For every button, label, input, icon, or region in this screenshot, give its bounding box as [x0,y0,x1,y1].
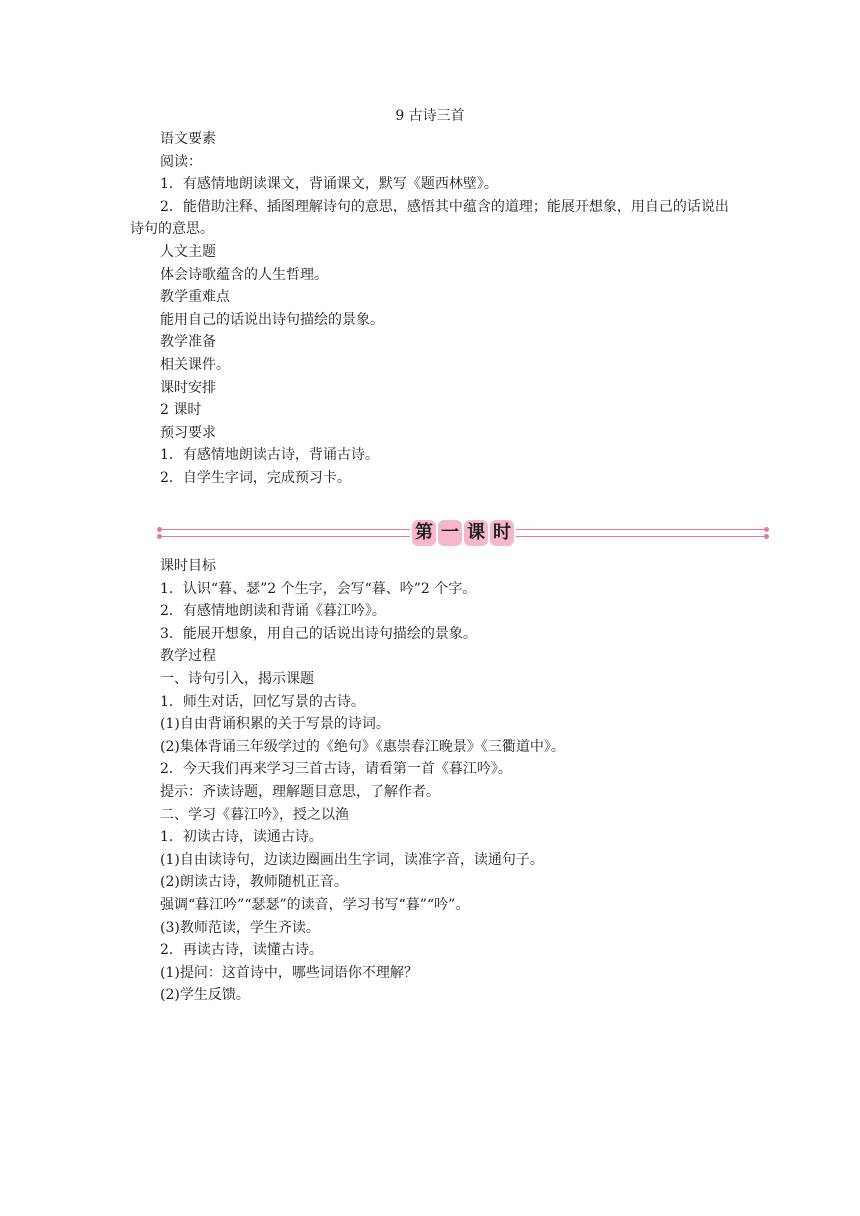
step-two-sub-5: (2)学生反馈。 [160,987,250,1004]
banner-dot-left-top [157,527,162,532]
step-one-item-2: 2．今天我们再来学习三首古诗，请看第一首《暮江吟》。 [160,761,512,778]
step-two-sub-1: (1)自由读诗句，边读边圈画出生字词，读准字音，读通句子。 [160,851,544,868]
step-one-heading: 一、诗句引入，揭示课题 [160,670,314,687]
heading-preparation: 教学准备 [160,334,216,351]
preview-item-2: 2．自学生字词，完成预习卡。 [160,469,351,486]
heading-preview: 预习要求 [160,424,216,441]
banner-char: 第 [412,520,436,546]
reading-label: 阅读： [160,153,202,170]
step-two-emphasis: 强调“暮江吟”“瑟瑟”的读音，学习书写“暮”“吟”。 [160,896,470,913]
lesson-one-banner [157,519,769,549]
section-overview [130,128,730,490]
heading-language-elements: 语文要素 [160,131,216,147]
step-two-item-1: 1．初读古诗，读通古诗。 [160,829,323,846]
step-two-sub-4: (1)提问：这首诗中，哪些词语你不理解？ [160,964,418,981]
lesson-goal-2: 2．有感情地朗读和背诵《暮江吟》。 [160,603,386,620]
heading-teaching-process: 教学过程 [160,648,216,665]
step-two-item-2: 2．再读古诗，读懂古诗。 [160,942,323,959]
step-two-sub-3: (3)教师范读，学生齐读。 [160,919,320,936]
lesson-title: 9 古诗三首 [395,108,465,124]
preview-item-1: 1．有感情地朗读古诗，背诵古诗。 [160,447,379,464]
step-one-sub-2: (2)集体背诵三年级学过的《绝句》《惠崇春江晚景》《三衢道中》。 [160,738,565,755]
heading-schedule: 课时安排 [160,379,216,396]
section-lesson-one [130,555,730,1007]
banner-dot-left-bottom [157,534,162,539]
heading-humanistic-theme: 人文主题 [160,243,216,260]
humanistic-theme-text: 体会诗歌蕴含的人生哲理。 [160,266,328,283]
lesson-goal-1: 1．认识“暮、瑟”2 个生字，会写“暮、吟”2 个字。 [160,580,477,597]
lesson-goal-3: 3．能展开想象，用自己的话说出诗句描绘的景象。 [160,625,477,642]
step-one-sub-1: (1)自由背诵积累的关于写景的诗词。 [160,716,390,733]
heading-lesson-goals: 课时目标 [160,558,216,574]
schedule-text: 2 课时 [160,402,202,419]
step-two-heading: 二、学习《暮江吟》，授之以渔 [160,806,349,823]
heading-key-points: 教学重难点 [160,289,230,306]
step-one-item-1: 1．师生对话，回忆写景的古诗。 [160,693,365,710]
banner-char: 一 [438,520,462,546]
banner-char: 时 [490,520,514,546]
key-points-text: 能用自己的话说出诗句描绘的景象。 [160,311,384,328]
banner-title [410,519,516,547]
banner-dot-right-bottom [764,534,769,539]
preparation-text: 相关课件。 [160,356,230,373]
banner-char: 课 [464,520,488,546]
reading-goal-1: 1．有感情地朗读课文，背诵课文，默写《题西林壁》。 [160,176,498,193]
banner-dot-right-top [764,527,769,532]
step-one-tip: 提示：齐读诗题，理解题目意思，了解作者。 [160,783,440,800]
step-two-sub-2: (2)朗读古诗，教师随机正音。 [160,874,348,891]
reading-goal-2: 2．能借助注释、插图理解诗句的意思，感悟其中蕴含的道理；能展开想象，用自己的话说出诗句的意思。 [130,198,729,238]
